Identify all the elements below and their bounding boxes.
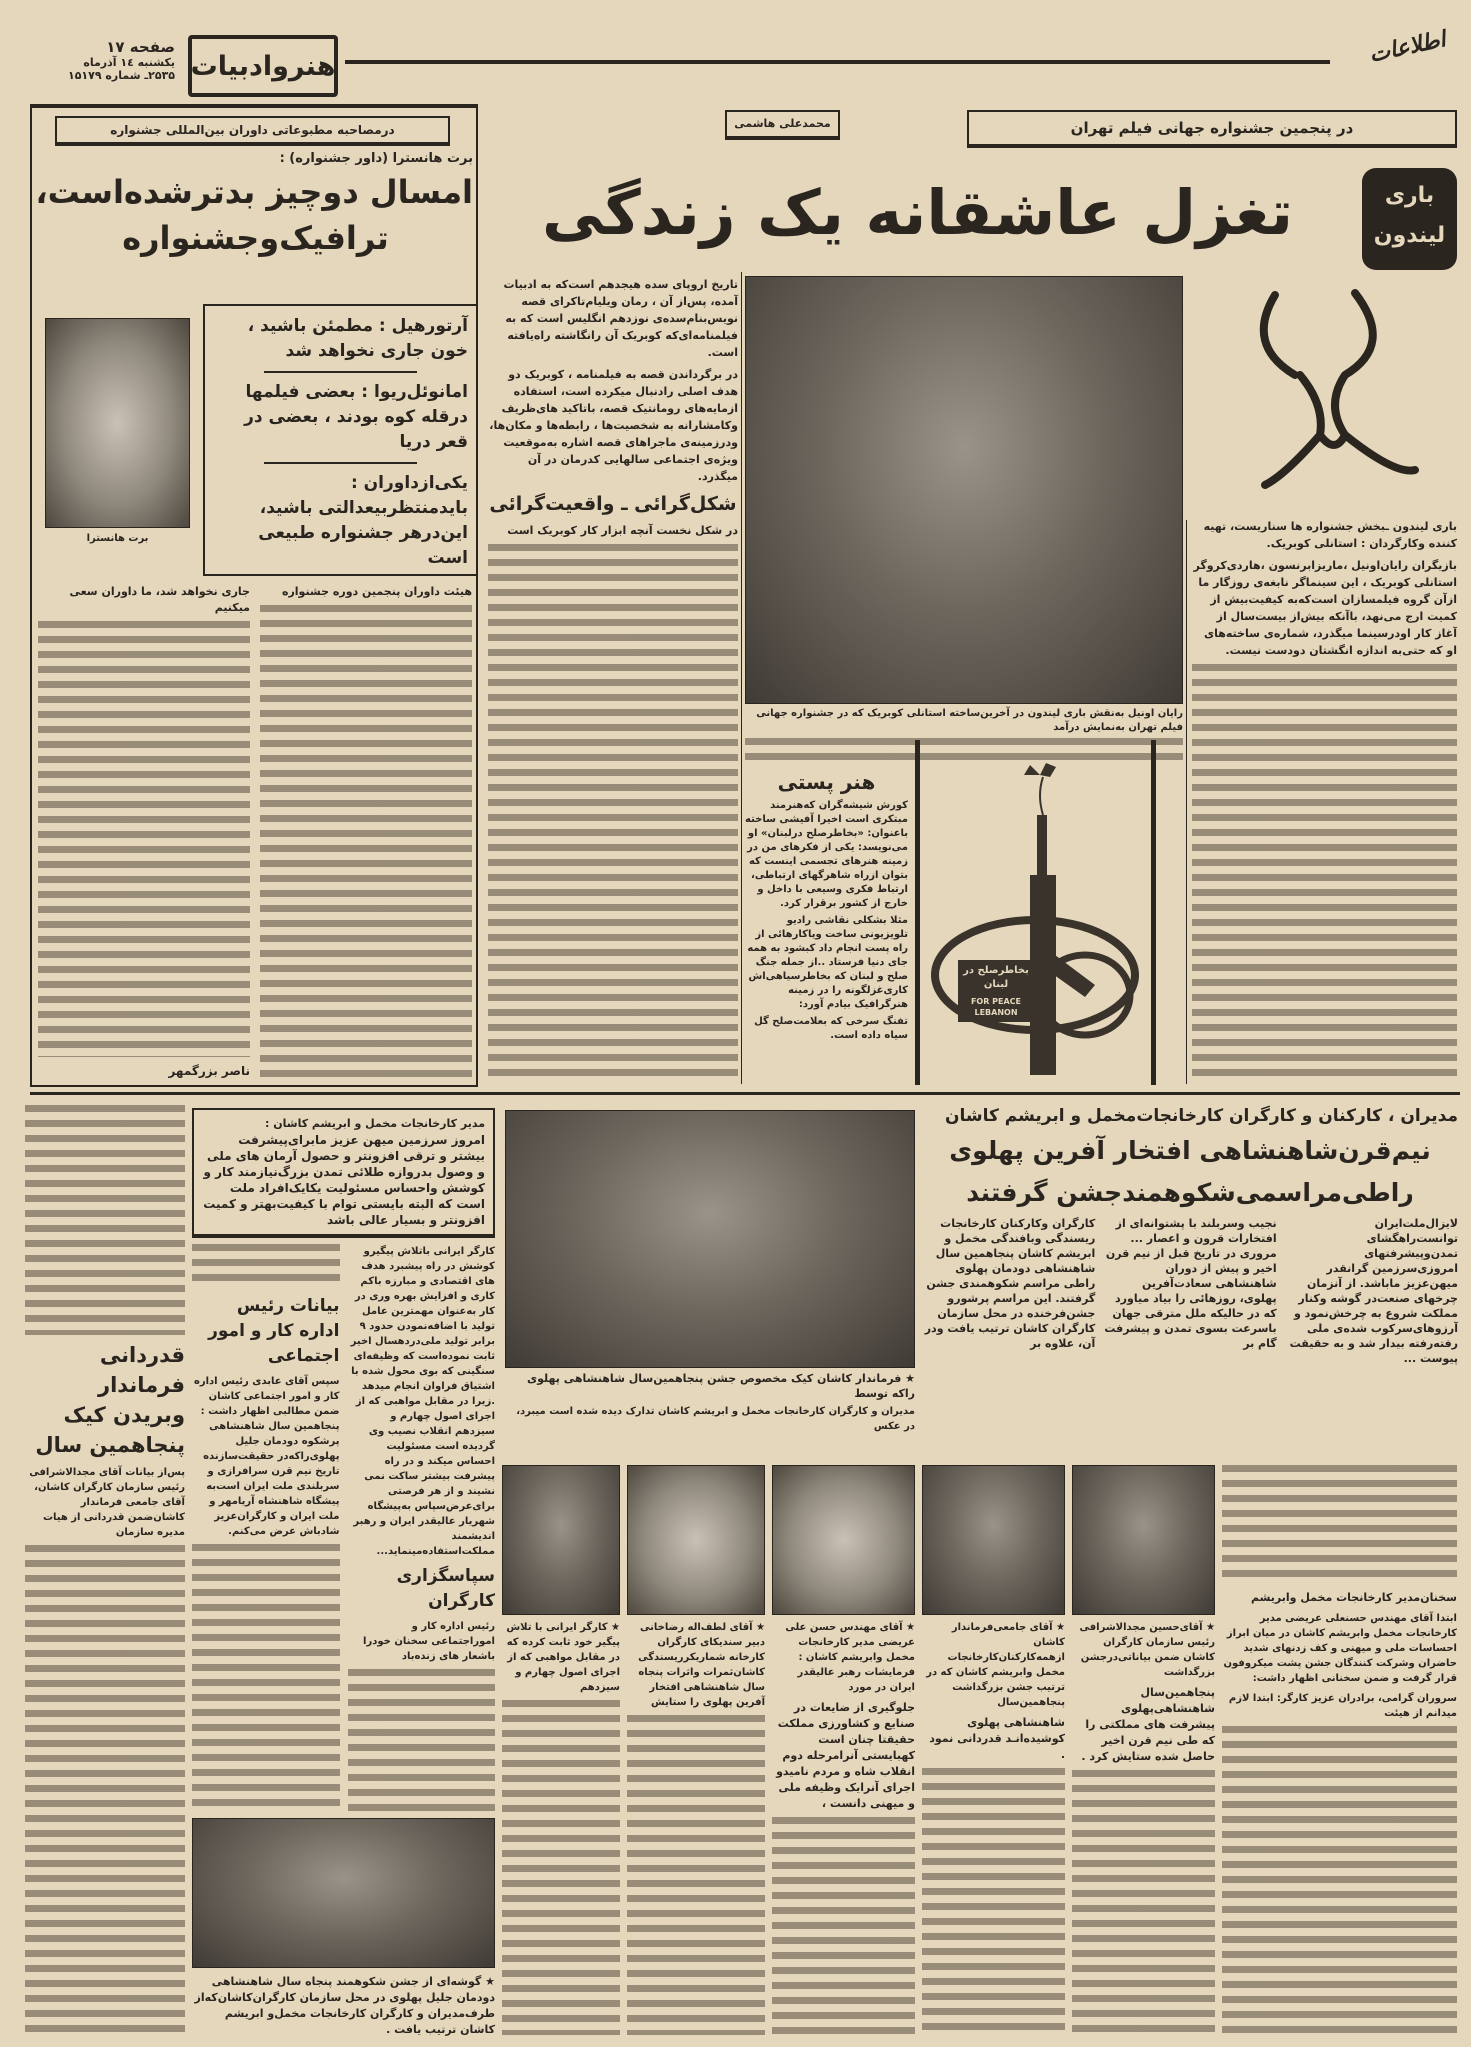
worker-column (348, 1244, 496, 1812)
thanks-body-text (348, 1669, 496, 1812)
kashan-intro-row (922, 1216, 1458, 1366)
postal-art-body-2: مثلا بشکلی نقاشی رادیو تلویزیونی ساخت ویاکارهائی از راه پست انجام داد کبشود به همه جای دنیا فرستاد ..از جمله جنگ صلح و لبنان که بخاطرسیاهی‌اش کاری‌غزلگونه را در زمینه هنرگرافیک بیادم آورد: (747, 915, 908, 1010)
peace-lebanon-poster-rifle (925, 745, 1150, 1080)
kashan-intro-col-1: کارگران وکارکنان کارخانجات ریسندگی وبافندگی مخمل و ابریشم کاشان پنجاهمین سال شاهنشاهی دودمان پهلوی راطی مراسم شکوهمندی جشن گرفتند. این مراسم پرشورو جشن‌فرخنده در محل سازمان کارگران کاشان ترتیب یافت ودر آن، علاوه بر (924, 1217, 1096, 1350)
bottom-col-snippet-3: پنجاهمین‌سال شاهنشاهی‌پهلوی پیشرفت های مملکتی را که طی نیم قرن اخیر حاصل شده ستایش کرد . (1081, 1686, 1215, 1763)
bottom-col-snippet-2: شاهنشاهی پهلوی کوشیده‌انـد قدردانی نمود . (929, 1716, 1065, 1761)
main-headline: تغزل عاشقانه یک زندگی (541, 176, 1294, 249)
bottom-col-text-1 (1072, 1770, 1215, 2035)
main-subhead-body: در شکل نخست آنچه ابزار کار کوبریک است (507, 524, 738, 537)
jury-article-header (55, 116, 450, 146)
section-title: هنروادبیات (190, 50, 336, 82)
right-column-text (1192, 664, 1457, 1084)
jury-body-text-left (38, 621, 250, 1057)
portrait-column-3 (772, 1465, 915, 2035)
section-title-box (188, 35, 338, 97)
labor-subhead: بیانات رئیس اداره کار و امور اجتماعی (208, 1296, 340, 1366)
main-text-column (488, 276, 738, 1084)
postal-art-body: کورش شیشه‌گران که‌هنرمند مبتکری است اخیرا آفیشی ساخته باعنوان: «بخاطرصلح درلبنان» او می‌نویسد: یکی از فکرهای من در زمینه هنرهای تجسمی اینست که بتوان ازراه شاهرگهای ارتباطی، ارتباط فکری وسیعی با داخل و خارج از کشور برقرار کرد. (745, 800, 908, 909)
portrait-arizi (772, 1465, 915, 1615)
jury-photo-block (45, 318, 190, 544)
ryan-oneal-film-still (745, 276, 1183, 704)
kashan-headline-2: راطی‌مراسمی‌شکوهمندجشن گرفتند (966, 1178, 1414, 1207)
author-name: محمدعلی هاشمی (734, 117, 831, 130)
worker-labor-row (192, 1244, 495, 1812)
main-kicker: در پنجمین جشنواره جهانی فیلم تهران (1070, 119, 1354, 137)
bottom-col-text-5 (502, 1700, 620, 2035)
quote-juror: یکی‌ازداوران : بایدمنتظربیعدالتی باشید، این‌درهر جشنواره طبیعی است (258, 473, 468, 568)
issue-number: ۲۵۳۵ـ شماره ۱۵۱۷۹ (67, 69, 175, 82)
poster-frame-right (1151, 740, 1156, 1085)
manager-quote-header: مدیر کارخانجات مخمل و ابریشم کاشان : (265, 1117, 485, 1130)
governor-body: پس‌از بیانات آقای مجدالاشرافی رئیس سازمان کارگران کاشان، آقای جامعی فرماندار کاشان‌ضمن قدردانی از هیات مدیره سازمان (29, 1467, 185, 1538)
jury-quotes-box (203, 304, 478, 576)
cake-photo-block (505, 1110, 915, 1434)
jury-byline: ناصر بزرگمهر (168, 1064, 250, 1078)
manager-speech-text (1222, 1726, 1457, 2035)
newspaper-logo: اطلاعات (1367, 27, 1448, 68)
poster-text-en-1: FOR PEACE (970, 997, 1022, 1006)
portrait-official (502, 1465, 620, 1615)
film-still-caption: رایان اونیل به‌نقش باری لیندون در آخرین‌ساخته استانلی کوبریک که در جشنواره جهانی فیلم تهران به‌نمایش درآمد (756, 708, 1183, 733)
masthead-rule (345, 60, 1330, 64)
poster-text-fa: بخاطرصلح در لبنان (963, 965, 1029, 990)
column-rule (741, 272, 742, 1084)
cake-photo-caption-2: مدیران و کارگران کارخانجات مخمل و ابریشم کاشان تدارک دیده شده است میبرد، در عکس (516, 1406, 915, 1432)
film-still-block (745, 276, 1183, 762)
thanks-body: رئیس اداره کار و اموراجتماعی سخنان خودرا باشعار های زنده‌باد (363, 1621, 495, 1662)
page-info (15, 38, 175, 82)
barry-lyndon-badge (1362, 168, 1457, 270)
main-body-intro: تاریخ اروپای سده هیجدهم است‌که به ادبیات آمده، پس‌از آن ، رمان ویلیام‌تاکرای قصه نویس‌بنام‌سده‌ی نوزدهم انگلیس است که به فیلمنامه‌ای‌که کوبریک آن رانگاشته راه‌یافته است. (503, 278, 738, 359)
portrait-caption-4: ★ آقای لطف‌اله رضاخانی دبیر سندیکای کارگران کارخانه شماریکرریسندگی کاشان‌ثمرات واثرات پنجاه سال شاهنشاهی افتخار آفرین پهلوی را ستایش (638, 1622, 765, 1708)
bottom-col-text-2 (922, 1768, 1065, 2035)
portrait-caption-2: ★ آقای جامعی‌فرماندار کاشان ازهمه‌کارکنان‌کارخانجات مخمل وابریشم کاشان که در ترتیب جشن بزرگداشت پنجاهمین‌سال (926, 1622, 1065, 1708)
governor-body-text (25, 1545, 185, 2035)
jury-article-header-text: درمصاحبه مطبوعاتی داوران بین‌المللی جشنواره (110, 123, 395, 137)
main-body-text (488, 544, 738, 1084)
film-credits-body: بازیگران رایان‌اونیل ،ماریزابرنسون ،هاردی‌کروگر استانلی کوبریک ، این سینماگر نابغه‌ی روزگار ما ازآن گروه فیلمسازان است‌که‌به کیفیت‌بیش از کمیت ارج می‌نهد، باآنکه بیش‌از بیست‌سال از آغاز کار اودرسینما میگذرد، شماره‌ی ساخته‌های او که حتی‌به اندازه انگشتان دودست نیست. (1193, 559, 1457, 657)
worker-body: کارگر ایرانی باتلاش پیگیرو کوشش در راه پیشبرد هدف های اقتصادی و مبارزه باکم کاری و افزایش بهره وری در کار به‌عنوان مهمترین عامل تولید با اضافه‌نمودن حدود ۹ برابر تولید ملی‌دردهسال اخیر ثابت نموده‌است که وظیفه‌ای سنگینی که بوی محول شده با اشتیاق فراوان انجام میدهد .زیرا در مقابل مواهبی که از اجرای اصول چهارم و سیزدهم انقلاب نصیب وی گردیده است مسئولیت احساس میکند و در راه پیشرفت بیشتر ساکت نمی نشیند و از هر فرصتی برای‌عرض‌سپاس به‌پیشگاه شهریار عالیقدر ایران و رهبر اندیشمند مملکت‌استفاده‌مینماید... (350, 1246, 495, 1557)
bert-haanstra-photo (45, 318, 190, 528)
celebration-crowd-photo (192, 1818, 495, 1968)
jury-headline-line-2: ترافیک‌وجشنواره (122, 219, 389, 257)
manager-labor-block (192, 1108, 495, 2038)
portrait-rezakhani (627, 1465, 765, 1615)
main-subhead: شکل‌گرائی ـ واقعیت‌گرائی (489, 493, 737, 515)
jury-body-column-left (38, 584, 250, 1080)
kashan-intro-col-3: لایزال‌ملت‌ایران توانست‌راهگشای تمدن‌وپیشرفتهای امروزی‌سرزمین گرانقدر میهن‌عزیز ماباشد. از آنزمان چرخهای صنعت‌در گوشه وکنار مملکت شروع به چرخش‌نمود و آرزوهای‌سرکوب شده‌ی ملی رفته‌رفته بیدار شد و به حقیقت پیوست ... (1289, 1217, 1458, 1365)
quote-arthur-hill: آرتورهیل : مطمئن باشید ، خون جاری نخواهد شد (247, 316, 468, 361)
bottom-col-snippet-1: جلوگیری از ضایعات در صنایع و کشاورزی مملکت حقیقتا چنان است کهبایستی آنرامرحله دوم انقلاب شاه و مردم نامیدو اجرای آنرایک وظیفه ملی و میهنی دانست ، (776, 1701, 915, 1810)
manager-quote: امروز سرزمین میهن عزیز مابرای‌پیشرفت بیشتر و ترقی افزونتر و حصول آرمان های ملی و وصول بدروازه طلائی تمدن بزرگ‌نیازمند کار و کوشش واحساس مسئولیت یکایک‌افراد ملت است که البته بایستی توام با کیفیت‌بهتر و کمیت افزونتر و بسیار عالی باشد (203, 1133, 485, 1227)
jury-body-start: هیئت داوران پنجمین دوره جشنواره (281, 585, 472, 598)
labor-body: سپس آقای عابدی رئیس اداره کار و امور اجتماعی کاشان ضمن مطالبی اظهار داشت : پنجاهمین سال شاهنشاهی پرشکوه دودمان جلیل پهلوی‌راکه‌در حقیقت‌سازنده تاریخ نیم قرن سرافرازی و سربلندی ملت ایران است‌به پیشگاه شاهنشاه آریامهر و ملت ایران و کارگران‌عزیز شادباش عرض می‌کنم. (193, 1376, 340, 1537)
portrait-caption-5: ★ کارگر ایرانی با تلاش پیگیر خود ثابت کرده که در مقابل مواهبی که از اجرای اصول چهارم و سیزدهم (506, 1622, 620, 1693)
bottom-col-text-3 (772, 1817, 915, 2035)
column-rule (1186, 520, 1187, 1084)
cake-photo-caption-1: ★ فرماندار کاشان کیک مخصوص جشن پنجاهمین‌سال شاهنشاهی پهلوی راکه توسط (527, 1372, 915, 1400)
page-number: صفحه ۱۷ (106, 38, 175, 56)
labor-column (192, 1244, 340, 1812)
kashan-headline-1: نیم‌قرن‌شاهنشاهی افتخار آفرین پهلوی (949, 1136, 1431, 1165)
labor-body-text (192, 1544, 340, 1812)
quote-divider (264, 462, 417, 464)
thanks-subhead: سپاسگزاری کارگران (396, 1566, 495, 1611)
kashan-kicker: مدیران ، کارکنان و کارگران کارخانجات‌مخمل و ابریشم کاشان (944, 1106, 1458, 1126)
jury-headline-block (35, 150, 473, 260)
deer-illustration (1205, 285, 1455, 500)
manager-speech-header: سخنان‌مدیر کارخانجات مخمل وابریشم (1250, 1591, 1457, 1604)
quote-emmanuelle-riva: امانوئل‌ریوا : بعضی فیلمها درقله کوه بودند ، بعضی در قعر دریا (244, 382, 468, 452)
cake-cutting-photo (505, 1110, 915, 1368)
portrait-column-1 (1072, 1465, 1215, 2035)
badge-line-1: باری (1384, 183, 1435, 208)
postal-art-body-3: تفنگ سرخی که بعلامت‌صلح گل سیاه داده است. (754, 1016, 908, 1041)
portrait-jamei (922, 1465, 1065, 1615)
portrait-column-4 (627, 1465, 765, 2035)
main-kicker-box (967, 110, 1457, 148)
poster-text-en-2: LEBANON (974, 1008, 1018, 1017)
poster-label (958, 960, 1034, 1022)
postal-art-column (745, 768, 908, 1086)
kashan-intro-col-2: نجیب وسربلند با پشتوانه‌ای از افتخارات قرون و اعصار ... مروری در تاریخ قبل از نیم قرن اخیر و پیش از دوران شاهنشاهی سعادت‌آفرین پهلوی، روزهائی را بیاد میاورد که در حالیکه ملل مترقی جهان باسرعت بسوی تمدن و پیشرفت گام بر (1104, 1217, 1277, 1350)
quote-divider (264, 371, 417, 373)
governor-column (25, 1105, 185, 2035)
portrait-column-2 (922, 1465, 1065, 2035)
governor-subhead: قدردانی فرماندار وبریدن کیک پنجاهمین سال (35, 1343, 185, 1457)
postal-art-title: هنر پستی (777, 770, 876, 794)
portrait-caption-1: ★ آقای‌حسین مجدالاشرافی رئیس سازمان کارگران کاشان ضمن بیاناتی‌درجشن بزرگداشت (1079, 1622, 1215, 1678)
jury-headline-line-1: امسال دوچیز بدترشده‌است، (35, 173, 473, 211)
portrait-column-5 (502, 1465, 620, 2035)
main-body-paragraph: در برگرداندن قصه به فیلمنامه ، کوبریک دو هدف اصلی رادنبال میکرده است، استفاده ازمایه‌های رومانتیک قصه، باتاکید های‌ظریف وکامشارانه به شخصیت‌ها ، رابطه‌ها و مکان‌ها، ودرزمینه‌ی ماجراهای قصه اشاره به‌موقعیت ویژه‌ی اجتماعی سالهایی کدرمان در آن میگذرد. (489, 368, 738, 483)
photo-caption: برت هانسترا (86, 533, 149, 544)
bottom-col-text-4 (627, 1715, 765, 2035)
page-divider (30, 1092, 1460, 1095)
jury-body-column-right (260, 584, 472, 1080)
manager-speech-2: سروران گرامی، برادران عزیز کارگر: ابتدا لازم میدانم از هیئت (1228, 1693, 1457, 1719)
author-box (725, 110, 840, 140)
kashan-heading-block (922, 1104, 1458, 1366)
jury-body-text-right (260, 605, 472, 1080)
film-credits: باری لیندون ـبخش جشنواره ها سناریست، تهیه کننده وکارگردان : استانلی کوبریک. (1203, 520, 1457, 550)
celebration-photo-caption: ★ گوشه‌ای از جشن شکوهمند پنجاه سال شاهنشاهی دودمان جلیل پهلوی در محل سازمان کارگران‌کاشان‌که‌از طرف‌مدیران و کارگران کارخانجات مخمل‌و ابریشم کاشان ترتیب یافت . (194, 1975, 495, 2036)
manager-quote-box (192, 1108, 495, 1238)
labor-top-text (192, 1244, 340, 1289)
film-credits-column (1192, 518, 1457, 1084)
right-col-text (1222, 1465, 1457, 1585)
kashan-left-col-text (25, 1105, 185, 1335)
manager-speech-column (1222, 1465, 1457, 2035)
portrait-caption-3: ★ آقای مهندس حسن علی عریضی مدیر کارخانجات مخمل وابریشم کاشان : فرمایشات رهبر عالیقدر ایران در مورد (785, 1622, 915, 1693)
badge-line-2: لیندون (1373, 223, 1446, 248)
portrait-majd-ashrafi (1072, 1465, 1215, 1615)
poster-frame-left (915, 740, 920, 1085)
issue-date: یکشنبه ۱٤ آذرماه (83, 56, 175, 69)
jury-body-start-left: جاری نخواهد شد، ما داوران سعی میکنیم (69, 585, 250, 614)
manager-speech: ابتدا آقای مهندس حسنعلی عریضی مدیر کارخانجات مخمل وابریشم کاشان در میان ابراز احساسات ملی و میهنی و کف زدنهای شدید حاضران وشرکت کنندگان جشن پشت میکروفون قرار گرفت و ضمن سخنانی اظهار داشت: (1223, 1613, 1457, 1684)
jury-article-kicker: برت هانسترا (داور جشنواره) : (279, 151, 473, 166)
